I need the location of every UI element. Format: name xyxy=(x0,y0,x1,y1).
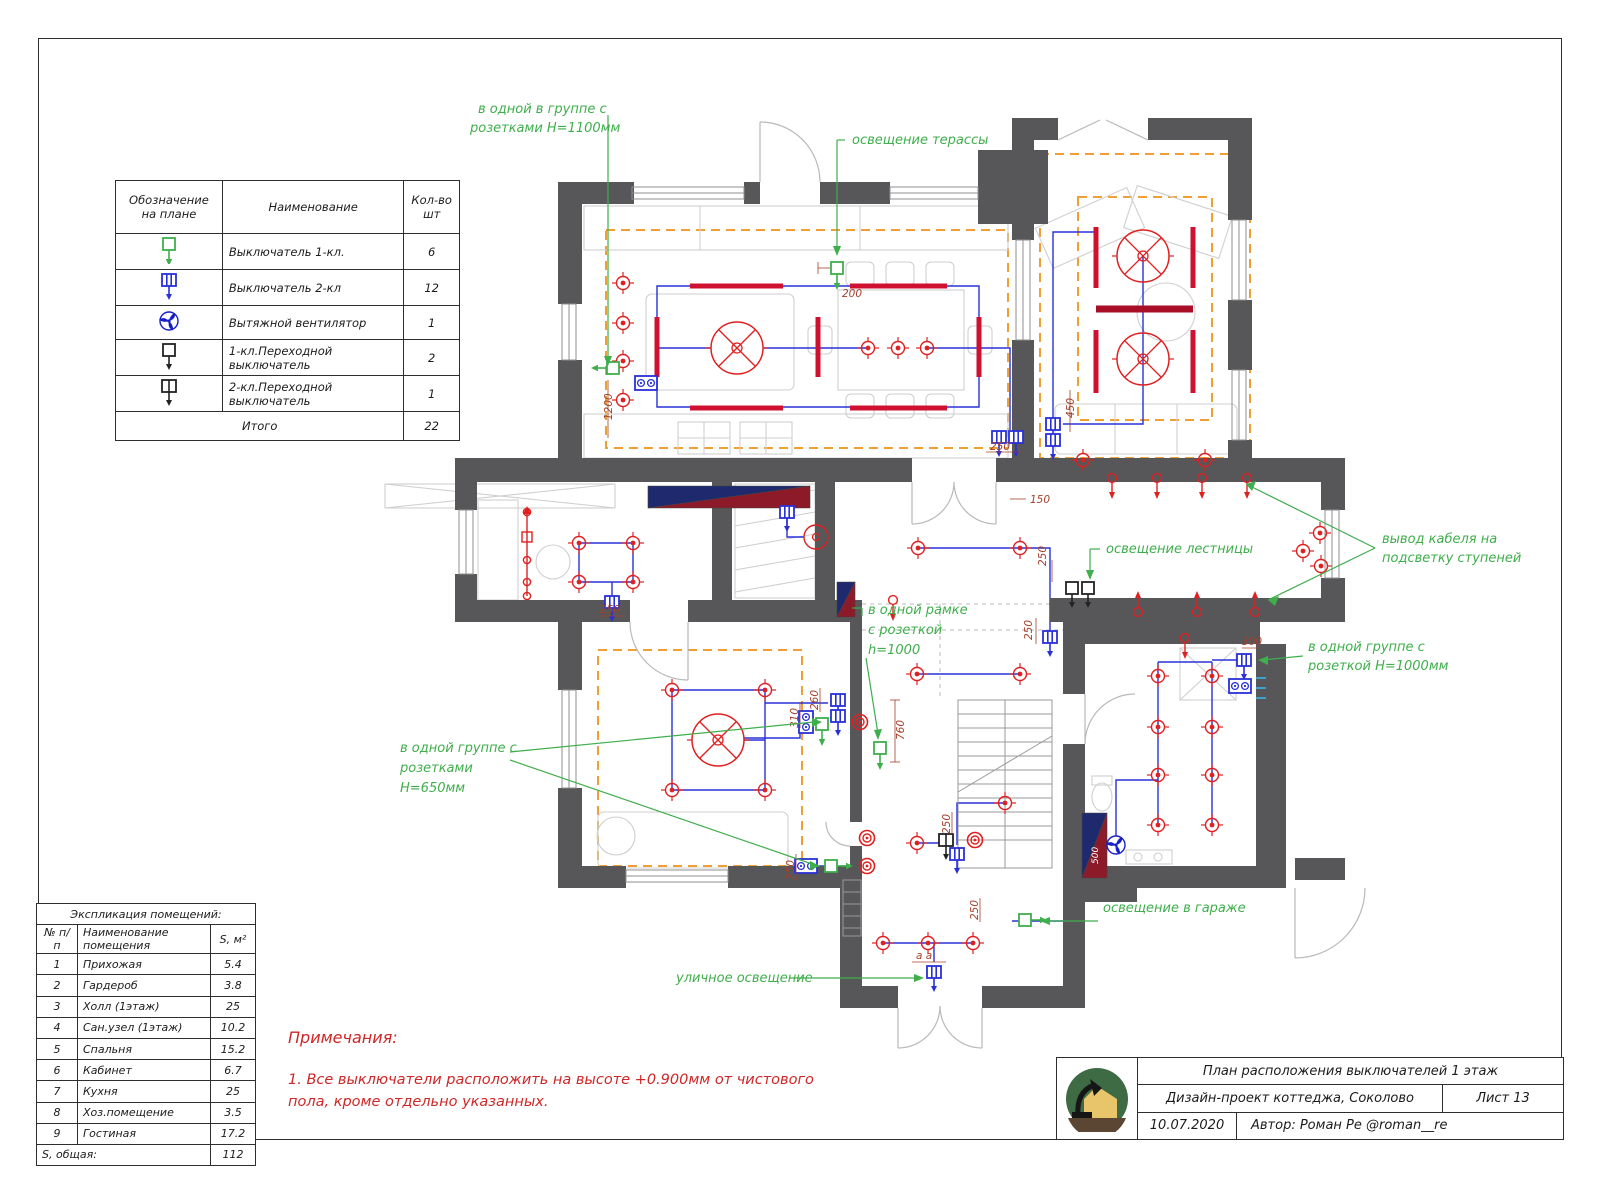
legend-total-qty: 22 xyxy=(404,412,460,441)
annotation-label: с розеткой xyxy=(868,623,943,638)
table-row: 8 Хоз.помещение 3.5 xyxy=(37,1102,256,1123)
table-row: 5 Спальня 15.2 xyxy=(37,1038,256,1059)
project-name: Дизайн-проект коттеджа, Соколово xyxy=(1138,1085,1443,1111)
dim-label: 500 xyxy=(1091,846,1101,864)
svg-text:260: 260 xyxy=(809,689,821,710)
windows xyxy=(459,187,1339,882)
svg-text:150: 150 xyxy=(1030,494,1051,506)
table-row: 2 Гардероб 3.8 xyxy=(37,975,256,996)
annotation-label: вывод кабеля на xyxy=(1382,532,1498,547)
date: 10.07.2020 xyxy=(1138,1113,1237,1139)
table-row: 4 Сан.узел (1этаж) 10.2 xyxy=(37,1017,256,1038)
svg-text:450: 450 xyxy=(1065,397,1077,418)
annotation-label: в одной группе с xyxy=(1308,640,1425,655)
svg-text:760: 760 xyxy=(895,719,907,740)
table-row: 6 Кабинет 6.7 xyxy=(37,1060,256,1081)
exhaust-fan xyxy=(1106,836,1125,854)
annotation-label: освещение в гараже xyxy=(1103,901,1246,916)
notes-title: Примечания: xyxy=(288,1028,398,1047)
legend-row: 2-кл.Переходной выключатель 1 xyxy=(116,376,460,412)
svg-text:250: 250 xyxy=(941,813,953,834)
table-row: 3 Холл (1этаж) 25 xyxy=(37,996,256,1017)
legend-total-label: Итого xyxy=(116,412,404,441)
led-strips xyxy=(657,227,1193,408)
notes-item: 1. Все выключатели расположить на высоте +0.900мм от чистового пола, кроме отдельно указанных. xyxy=(288,1072,814,1111)
office-led-chain xyxy=(522,506,532,600)
sheet-number: Лист 13 xyxy=(1476,1090,1530,1106)
rooms-total-value: 112 xyxy=(211,1144,256,1165)
sheet-title: План расположения выключателей 1 этаж xyxy=(1202,1063,1499,1079)
annotation-label: розеткой Н=1000мм xyxy=(1308,659,1449,674)
ceiling-zones xyxy=(598,154,1250,866)
svg-text:200: 200 xyxy=(842,288,863,300)
exhaust-fan-icon xyxy=(154,309,184,333)
table-row: 7 Кухня 25 xyxy=(37,1081,256,1102)
rooms-header-area: S, м² xyxy=(211,925,256,954)
switch-1kl-icon xyxy=(154,236,184,264)
legend-table xyxy=(115,180,460,441)
svg-text:250: 250 xyxy=(1037,545,1049,566)
notes xyxy=(288,1028,848,1114)
switch-2kl-pass-icon xyxy=(154,378,184,406)
legend-row: Вытяжной вентилятор 1 xyxy=(116,306,460,340)
author: Автор: Роман Ре @roman__re xyxy=(1251,1118,1448,1134)
svg-text:250: 250 xyxy=(600,604,621,616)
svg-text:1200: 1200 xyxy=(603,393,615,420)
annotation-label: розетками xyxy=(400,761,473,776)
logo xyxy=(1057,1058,1138,1139)
rooms-table xyxy=(36,903,256,1166)
rooms-table-title: Экспликация помещений: xyxy=(37,904,256,925)
legend-row: Выключатель 1-кл. 6 xyxy=(116,234,460,270)
annotation-label: подсветку ступеней xyxy=(1382,551,1522,566)
svg-text:250: 250 xyxy=(969,899,981,920)
switch-1kl-pass-icon xyxy=(154,342,184,370)
table-row: 9 Гостиная 17.2 xyxy=(37,1123,256,1144)
svg-text:250: 250 xyxy=(1023,619,1035,640)
annotation-label: уличное освещение xyxy=(676,971,813,986)
annotation-label: освещение лестницы xyxy=(1106,542,1254,557)
rooms-header-name: Наименование помещения xyxy=(78,925,211,954)
svg-text:310: 310 xyxy=(789,707,801,728)
doors xyxy=(630,120,1365,1048)
annotation-label: в одной группе с xyxy=(400,741,517,756)
annotation-label: в одной рамке xyxy=(868,603,968,618)
annotation-label: освещение терассы xyxy=(852,133,989,148)
studio-logo-icon xyxy=(1064,1066,1130,1132)
annotation-label: h=1000 xyxy=(868,643,921,658)
switch-2kl-icon xyxy=(154,272,184,300)
svg-text:250: 250 xyxy=(990,441,1011,453)
rooms-total-label: S, общая: xyxy=(37,1144,211,1165)
annotation-label: в одной в группе с xyxy=(478,102,607,117)
annotation-label: розетками Н=1100мм xyxy=(470,121,621,136)
legend-row: 1-кл.Переходной выключатель 2 xyxy=(116,340,460,376)
title-block xyxy=(1056,1057,1564,1140)
svg-text:250: 250 xyxy=(785,859,797,880)
svg-text:300: 300 xyxy=(1242,636,1263,648)
annotation-label: Н=650мм xyxy=(400,781,466,796)
legend-header-name: Наименование xyxy=(222,181,404,234)
legend-header-qty: Кол-во шт xyxy=(404,181,460,234)
svg-text:а а: а а xyxy=(916,950,933,962)
rooms-header-num: № п/п xyxy=(37,925,78,954)
legend-row: Выключатель 2-кл 12 xyxy=(116,270,460,306)
table-row: 1 Прихожая 5.4 xyxy=(37,954,256,975)
legend-header-symbol: Обозначение на плане xyxy=(116,181,223,234)
